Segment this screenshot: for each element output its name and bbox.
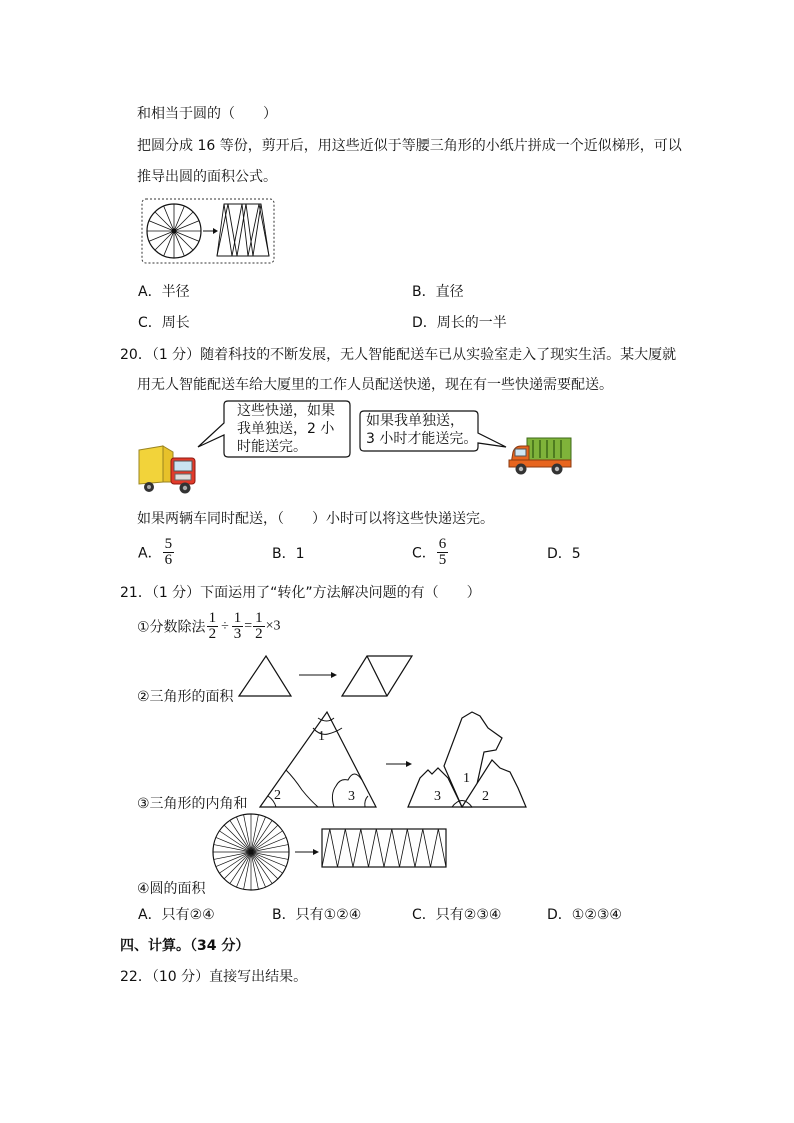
q21-stem: 21．（1 分）下面运用了“转化”方法解决问题的有（ ）	[120, 585, 481, 601]
angle-label-1-left: 1	[318, 729, 325, 744]
q22-stem: 22．（10 分）直接写出结果。	[120, 969, 308, 985]
angle-label-2-right: 2	[482, 789, 489, 804]
q20-c-numerator: 6	[438, 536, 447, 552]
q20-c-denominator: 5	[438, 552, 447, 568]
angle-label-3-right: 3	[434, 789, 441, 804]
q20-line2: 用无人智能配送车给大厦里的工作人员配送快递，现在有一些快递需要配送。	[137, 377, 613, 393]
q20-line1: 20．（1 分）随着科技的不断发展，无人智能配送车已从实验室走入了现实生活。某大厦就	[120, 347, 677, 363]
circle-to-rectangle-figure	[211, 812, 451, 894]
q21-option-c[interactable]: C．只有②③④	[412, 907, 502, 923]
q21-item1: ①分数除法 $\frac{1}{2}$ ÷ $\frac{1}{3}$ = $\frac{1}{2}$ ×3	[137, 610, 281, 642]
orange-truck-icon	[507, 436, 573, 476]
q21-item2: ②三角形的面积	[137, 689, 234, 705]
q21-item3: ③三角形的内角和	[137, 796, 248, 812]
bubble2-line1: 如果我单独送，	[366, 413, 464, 429]
section4-title: 四、计算。（34 分）	[120, 938, 250, 954]
q19-line2: 把圆分成 16 等份，剪开后，用这些近似于等腰三角形的小纸片拼成一个近似梯形，可以	[137, 138, 682, 154]
q20-question: 如果两辆车同时配送，（ ）小时可以将这些快递送完。	[137, 511, 494, 527]
q20-option-c[interactable]: C． $\frac{6}{5}$	[412, 536, 447, 568]
bubble1-line2: 我单独送，2 小	[237, 421, 335, 437]
q20-a-numerator: 5	[164, 536, 173, 552]
q19-option-c[interactable]: C．周长	[138, 315, 190, 331]
q19-option-b[interactable]: B．直径	[412, 284, 464, 300]
bubble2-line2: 3 小时才能送完。	[366, 431, 478, 447]
q21-option-d[interactable]: D．①②③④	[547, 907, 622, 923]
q20-option-a[interactable]: A． $\frac{5}{6}$	[138, 536, 173, 568]
q20-option-b[interactable]: B．1	[272, 546, 305, 562]
q21-option-a[interactable]: A．只有②④	[138, 907, 215, 923]
angle-label-1-right: 1	[463, 771, 470, 786]
q21-item4: ④圆的面积	[137, 881, 206, 897]
bubble1-line3: 时能送完。	[237, 439, 307, 455]
q19-line1: 和相当于圆的（ ）	[137, 106, 277, 122]
circle-to-trapezoid-figure	[141, 198, 275, 264]
angle-label-2-left: 2	[274, 788, 281, 803]
q20-a-denominator: 6	[164, 552, 173, 568]
q19-option-d[interactable]: D．周长的一半	[412, 315, 507, 331]
yellow-truck-icon	[137, 444, 199, 494]
q19-option-a[interactable]: A．半径	[138, 284, 190, 300]
triangle-to-parallelogram-figure	[235, 652, 415, 698]
angle-label-3-left: 3	[348, 789, 355, 804]
bubble1-line1: 这些快递，如果	[237, 403, 335, 419]
q20-option-d[interactable]: D．5	[547, 546, 581, 562]
q19-line3: 推导出圆的面积公式。	[137, 169, 277, 185]
q21-option-b[interactable]: B．只有①②④	[272, 907, 362, 923]
